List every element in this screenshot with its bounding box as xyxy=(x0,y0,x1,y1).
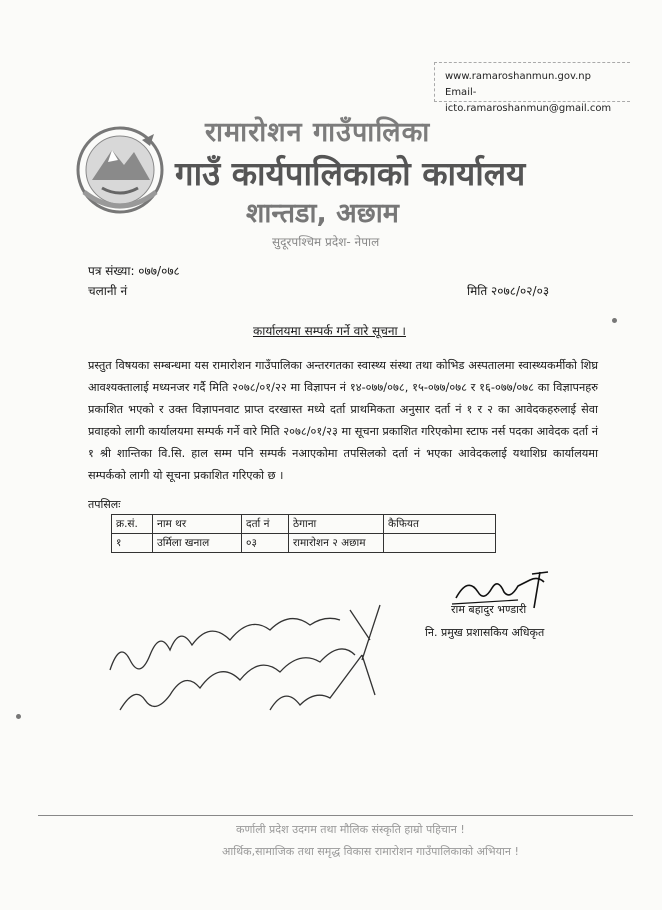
notice-subject: कार्यालयमा सम्पर्क गर्ने वारे सूचना । xyxy=(253,324,406,338)
header-name: नाम थर xyxy=(153,515,242,534)
footer-motto-2: आर्थिक,सामाजिक तथा समृद्ध विकास रामारोशन गाउँपालिकाको अभियान ! xyxy=(222,845,519,858)
footer-motto-1: कर्णाली प्रदेश उदगम तथा मौलिक संस्कृति हाम्रो पहिचान ! xyxy=(236,823,465,836)
header-address: ठेगाना xyxy=(289,515,384,534)
signatory-title: नि. प्रमुख प्रशासकिय अधिकृत xyxy=(425,626,545,639)
speck xyxy=(16,714,21,719)
table-label: तपसिलः xyxy=(88,498,121,511)
applicant-table xyxy=(111,514,496,553)
contact-box xyxy=(434,62,630,114)
handwritten-annotation xyxy=(100,600,400,740)
table-row xyxy=(112,534,496,553)
footer-divider xyxy=(38,815,633,816)
header-remarks: कैफियत xyxy=(384,515,496,534)
header-reg-no: दर्ता नं xyxy=(242,515,289,534)
dispatch-number: चलानी नं xyxy=(88,284,128,298)
email-text: Email-icto.ramaroshanmun@gmail.com xyxy=(445,87,612,114)
letter-number: पत्र संख्या: ०७७/०७८ xyxy=(88,264,180,278)
nepal-emblem-icon xyxy=(72,120,168,216)
office-name: गाउँ कार्यपालिकाको कार्यालय xyxy=(175,154,526,193)
speck xyxy=(612,318,617,323)
province-name: सुदूरपश्चिम प्रदेश- नेपाल xyxy=(272,235,380,249)
header-serial: क्र.सं. xyxy=(112,515,153,534)
table-header-row xyxy=(112,515,496,534)
cell-address: रामारोशन २ अछाम xyxy=(289,534,384,553)
cell-serial: १ xyxy=(112,534,153,553)
website-text: www.ramaroshanmun.gov.np xyxy=(445,71,591,82)
notice-body: प्रस्तुत विषयका सम्बन्धमा यस रामारोशन गाउँपालिका अन्तरगतका स्वास्थ्य संस्था तथा कोभिड अस्पतालमा स्वास्थ्यकर्मीको शिघ्र आवश्यक्तालाई मध्यनजर गर्दै मिति २०७८/०१/२२ मा विज्ञापन नं १४-०७७/०७८, १५-०७७/०७८ र १६-०७७/०७८ का विज्ञापनहरु प्रकाशित भएको र उक्त विज्ञापनवाट प्राप्त दरखास्त मध्ये दर्ता प्राथमिकता अनुसार दर्ता नं १ र २ का आवेदकहरुलाई सेवा प्रवाहको लागी कार्यालयमा सम्पर्क गर्ने वारे मिति २०७८/०१/२३ मा सूचना प्रकाशित गरिएकोमा स्टाफ नर्स पदका आवेदक दर्ता नं १ श्री शान्तिका वि.सि. हाल सम्म पनि सम्पर्क नआएकोमा तपसिलको दर्ता नं भएका आवेदकलाई यथाशिघ्र कार्यालयमा सम्पर्कको लागी यो सूचना प्रकाशित गरिएको छ । xyxy=(88,359,598,482)
municipality-name: रामारोशन गाउँपालिका xyxy=(205,117,431,148)
cell-reg-no: ०३ xyxy=(242,534,289,553)
letter-date: मिति २०७८/०२/०३ xyxy=(467,284,550,298)
cell-name: उर्मिला खनाल xyxy=(153,534,242,553)
signatory-name: राम बहादुर भण्डारी xyxy=(451,603,527,616)
cell-remarks xyxy=(384,534,496,553)
office-location: शान्तडा, अछाम xyxy=(246,198,399,229)
